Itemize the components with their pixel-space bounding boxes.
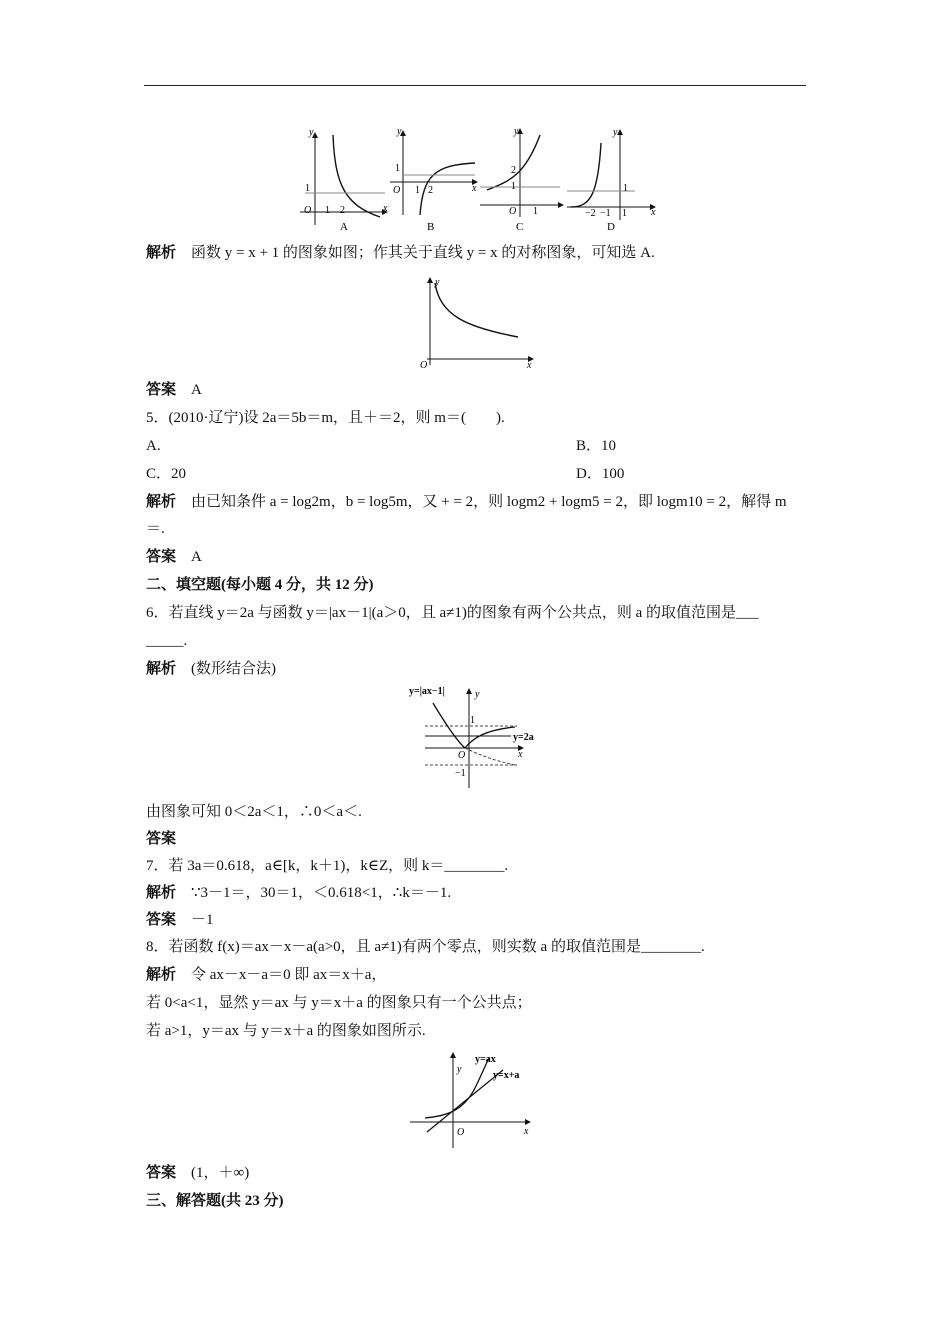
svg-text:B: B bbox=[427, 221, 435, 233]
jiexi-label: 解析 bbox=[146, 661, 177, 677]
svg-text:x: x bbox=[472, 183, 477, 194]
answer-value: －1 bbox=[191, 912, 214, 928]
svg-text:y: y bbox=[475, 689, 480, 700]
svg-text:O: O bbox=[393, 185, 401, 196]
svg-text:2: 2 bbox=[428, 185, 433, 196]
svg-text:O: O bbox=[420, 360, 428, 370]
svg-text:y=|ax−1|: y=|ax−1| bbox=[409, 686, 445, 697]
svg-text:y=2a: y=2a bbox=[513, 732, 534, 743]
svg-text:y: y bbox=[397, 126, 402, 137]
graph-d bbox=[567, 127, 656, 233]
svg-text:1: 1 bbox=[395, 163, 400, 174]
q8-graph bbox=[405, 1050, 540, 1150]
svg-text:−2: −2 bbox=[585, 208, 596, 219]
answer-value: A bbox=[191, 549, 202, 565]
option-graphs bbox=[295, 125, 665, 237]
svg-text:y: y bbox=[435, 277, 440, 288]
q8-case-1: 若 0<a<1，显然 y＝ax 与 y＝x＋a 的图象只有一个公共点； bbox=[146, 995, 532, 1011]
svg-text:x: x bbox=[527, 360, 532, 370]
jiexi-text: 函数 y = x + 1 的图象如图；作其关于直线 y = x 的对称图象，可知选 A. bbox=[191, 245, 655, 261]
section-2-heading: 二、填空题(每小题 4 分，共 12 分) bbox=[146, 577, 374, 593]
answer-label: 答案 bbox=[146, 382, 177, 398]
svg-text:1: 1 bbox=[533, 206, 538, 217]
graph-c bbox=[480, 126, 563, 233]
answer-label: 答案 bbox=[146, 1165, 177, 1181]
q8-case-2: 若 a>1，y＝ax 与 y＝x＋a 的图象如图所示. bbox=[146, 1023, 426, 1039]
q8-answer bbox=[146, 1163, 249, 1183]
q6-stem-cont: _____. bbox=[146, 633, 188, 649]
svg-text:y=x+a: y=x+a bbox=[493, 1070, 520, 1081]
q7-answer bbox=[146, 910, 214, 930]
svg-text:1: 1 bbox=[622, 208, 627, 219]
svg-text:D: D bbox=[607, 221, 615, 233]
answer-label: 答案 bbox=[146, 912, 177, 928]
q6-stem: 6．若直线 y＝2a 与函数 y＝|ax－1|(a＞0，且 a≠1)的图象有两个公共点，则 a 的取值范围是___ bbox=[146, 605, 759, 621]
svg-text:y=ax: y=ax bbox=[475, 1054, 496, 1065]
jiexi-text: 由已知条件 a = log2m，b = log5m，又 + = 2，则 logm2 + logm5 = 2，即 logm10 = 2，解得 m bbox=[191, 494, 787, 510]
q5-jiexi-cont: ＝. bbox=[146, 521, 165, 537]
jiexi-text: (数形结合法) bbox=[191, 661, 277, 677]
svg-text:1: 1 bbox=[511, 181, 516, 192]
svg-text:y: y bbox=[613, 127, 618, 138]
section-3-heading: 三、解答题(共 23 分) bbox=[146, 1193, 284, 1209]
q5-answer bbox=[146, 547, 202, 567]
svg-text:1: 1 bbox=[305, 183, 310, 194]
q6-conclusion: 由图象可知 0＜2a＜1，∴0＜a＜. bbox=[146, 804, 362, 820]
svg-text:O: O bbox=[458, 750, 466, 761]
q5-option-b: B．10 bbox=[576, 438, 617, 454]
q7-stem: 7．若 3a＝0.618，a∈[k，k＋1)，k∈Z，则 k＝________. bbox=[146, 858, 509, 874]
graph-a bbox=[300, 127, 388, 233]
answer-label: 答案 bbox=[146, 549, 177, 565]
q8-jiexi bbox=[146, 965, 386, 985]
svg-text:O: O bbox=[304, 205, 312, 216]
q4-answer bbox=[146, 380, 202, 400]
q6-answer-label: 答案 bbox=[146, 831, 177, 847]
q8-stem: 8．若函数 f(x)＝ax－x－a(a>0，且 a≠1)有两个零点，则实数 a 的取值范围是________. bbox=[146, 939, 705, 955]
q4-graph bbox=[415, 275, 540, 370]
svg-text:y: y bbox=[514, 126, 519, 137]
q5-option-c: C．20 bbox=[146, 466, 187, 482]
svg-text:−1: −1 bbox=[600, 208, 611, 219]
svg-text:y: y bbox=[309, 127, 314, 138]
svg-text:O: O bbox=[509, 206, 517, 217]
q6-graph bbox=[405, 683, 555, 793]
jiexi-label: 解析 bbox=[146, 245, 177, 261]
jiexi-label: 解析 bbox=[146, 494, 177, 510]
answer-value: A bbox=[191, 382, 202, 398]
svg-text:O: O bbox=[457, 1127, 465, 1138]
q5-option-d: D．100 bbox=[576, 466, 625, 482]
jiexi-label: 解析 bbox=[146, 885, 177, 901]
jiexi-text: ∵3－1＝，30＝1，＜0.618<1，∴k＝－1. bbox=[191, 885, 452, 901]
svg-text:x: x bbox=[383, 203, 388, 214]
svg-text:1: 1 bbox=[470, 715, 475, 726]
q5-jiexi bbox=[146, 492, 786, 512]
answer-value: (1，＋∞) bbox=[191, 1165, 250, 1181]
jiexi-label: 解析 bbox=[146, 967, 177, 983]
svg-text:1: 1 bbox=[325, 205, 330, 216]
svg-text:2: 2 bbox=[511, 165, 516, 176]
graph-b bbox=[390, 126, 477, 233]
header-rule bbox=[144, 85, 806, 86]
svg-text:1: 1 bbox=[415, 185, 420, 196]
svg-text:x: x bbox=[651, 207, 656, 218]
svg-text:−1: −1 bbox=[455, 768, 466, 779]
q4-jiexi bbox=[146, 243, 655, 263]
svg-text:2: 2 bbox=[340, 205, 345, 216]
q6-jiexi bbox=[146, 659, 276, 679]
svg-text:x: x bbox=[524, 1126, 529, 1137]
q5-stem: 5．(2010·辽宁)设 2a＝5b＝m，且＋＝2，则 m＝( ). bbox=[146, 410, 505, 426]
svg-text:A: A bbox=[340, 221, 348, 233]
svg-text:y: y bbox=[457, 1064, 462, 1075]
svg-text:x: x bbox=[518, 749, 523, 760]
jiexi-text: 令 ax－x－a＝0 即 ax＝x＋a， bbox=[191, 967, 387, 983]
q5-option-a: A. bbox=[146, 438, 161, 454]
q7-jiexi bbox=[146, 883, 451, 903]
svg-text:C: C bbox=[516, 221, 524, 233]
svg-text:1: 1 bbox=[623, 183, 628, 194]
